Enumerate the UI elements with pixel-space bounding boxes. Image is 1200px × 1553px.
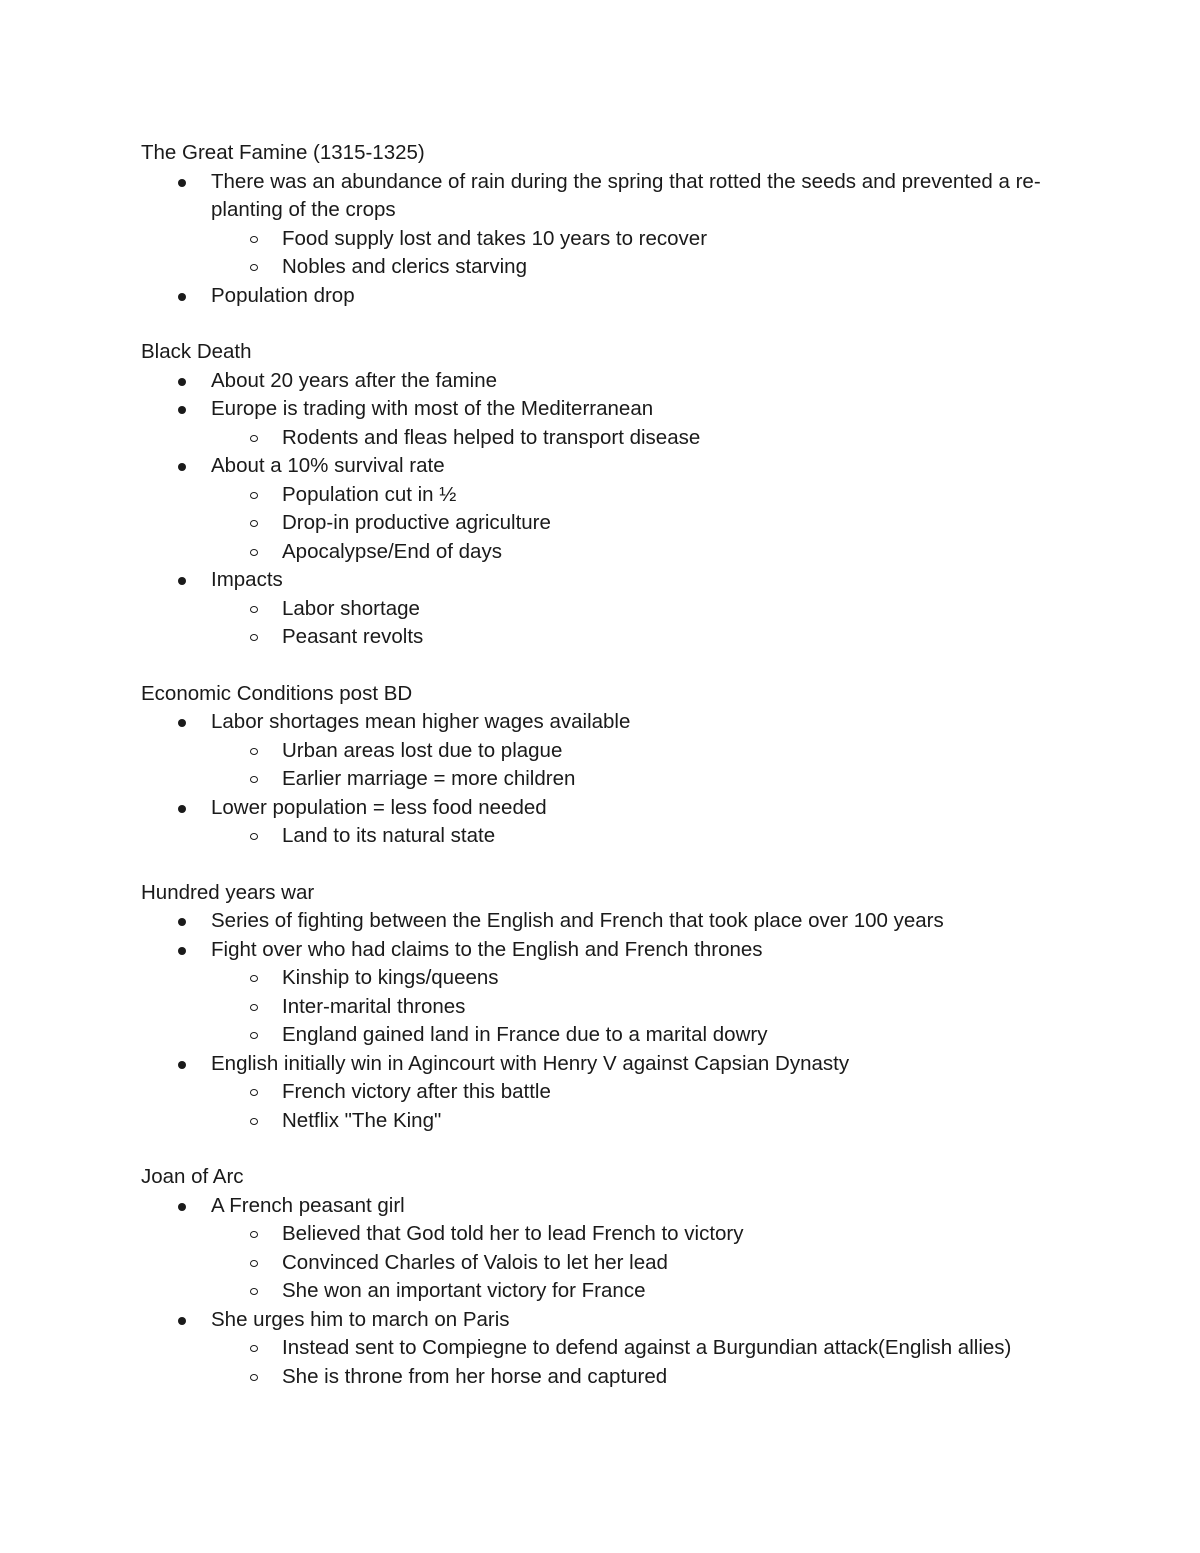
sub-list-item: [282, 509, 1071, 538]
list-item: [211, 282, 1071, 311]
hollow-bullet-icon: [250, 520, 258, 527]
list-item-text: English initially win in Agincourt with Henry V against Capsian Dynasty: [211, 1051, 850, 1075]
list-item-text: Labor shortages mean higher wages available: [211, 710, 631, 733]
sub-list-item: [282, 1107, 1071, 1136]
hollow-bullet-icon: [250, 1345, 258, 1352]
sub-bullet-list: [211, 481, 1071, 567]
sub-list-item: [282, 993, 1071, 1022]
list-item: [211, 1306, 1071, 1392]
hollow-bullet-icon: [250, 634, 258, 641]
filled-bullet-icon: [178, 719, 186, 727]
sub-list-item: [282, 424, 1071, 453]
hollow-bullet-icon: [250, 975, 258, 982]
section: [141, 879, 1071, 1136]
filled-bullet-icon: [178, 179, 186, 187]
list-item: [211, 566, 1071, 652]
sub-list-item: [282, 1363, 1071, 1392]
filled-bullet-icon: [178, 577, 186, 585]
sub-bullet-list: [211, 595, 1071, 652]
hollow-bullet-icon: [250, 1288, 258, 1295]
sub-list-item-text: She won an important victory for France: [282, 1279, 646, 1302]
sub-list-item-text: Convinced Charles of Valois to let her lead: [282, 1250, 668, 1274]
list-item: [211, 367, 1071, 396]
sub-list-item-text: Land to its natural state: [282, 824, 496, 847]
sub-list-item-text: Drop-in productive agriculture: [282, 511, 551, 534]
hollow-bullet-icon: [250, 492, 258, 499]
hollow-bullet-icon: [250, 549, 258, 556]
sub-list-item-text: England gained land in France due to a marital dowry: [282, 1023, 768, 1046]
sub-list-item-text: Nobles and clerics starving: [282, 255, 527, 278]
sub-list-item-text: Food supply lost and takes 10 years to recover: [282, 226, 708, 250]
hollow-bullet-icon: [250, 1089, 258, 1096]
sub-list-item: [282, 1334, 1071, 1363]
section-title: The Great Famine (1315-1325): [141, 141, 425, 164]
sub-list-item-text: French victory after this battle: [282, 1080, 551, 1103]
sub-list-item: [282, 1220, 1071, 1249]
hollow-bullet-icon: [250, 236, 258, 243]
hollow-bullet-icon: [250, 435, 258, 442]
section: [141, 338, 1071, 652]
bullet-list: [141, 708, 1071, 851]
section-title: Black Death: [141, 340, 252, 363]
list-item-text: Series of fighting between the English and French that took place over 100 years: [211, 909, 944, 932]
list-item-text: Impacts: [211, 568, 283, 591]
bullet-list: [141, 907, 1071, 1135]
list-item: [211, 1050, 1071, 1136]
sub-bullet-list: [211, 822, 1071, 851]
sub-bullet-list: [211, 737, 1071, 794]
sub-list-item-text: Peasant revolts: [282, 625, 424, 648]
list-item: [211, 168, 1071, 282]
filled-bullet-icon: [178, 463, 186, 471]
sub-list-item-text: Netflix "The King": [282, 1108, 442, 1132]
list-item-text: Europe is trading with most of the Mediterranean: [211, 397, 654, 420]
hollow-bullet-icon: [250, 1231, 258, 1238]
filled-bullet-icon: [178, 1317, 186, 1325]
list-item-text: Population drop: [211, 283, 355, 307]
list-item: [211, 395, 1071, 452]
list-item-text: A French peasant girl: [211, 1193, 405, 1217]
hollow-bullet-icon: [250, 776, 258, 783]
filled-bullet-icon: [178, 1203, 186, 1211]
sub-list-item: [282, 765, 1071, 794]
hollow-bullet-icon: [250, 1032, 258, 1039]
sub-list-item: [282, 822, 1071, 851]
sub-list-item: [282, 737, 1071, 766]
section-title: Joan of Arc: [141, 1165, 244, 1188]
section: [141, 1163, 1071, 1391]
sub-bullet-list: [211, 225, 1071, 282]
sub-list-item: [282, 1277, 1071, 1306]
section-title: Economic Conditions post BD: [141, 681, 413, 705]
filled-bullet-icon: [178, 805, 186, 813]
filled-bullet-icon: [178, 406, 186, 414]
sub-list-item-text: Labor shortage: [282, 596, 420, 620]
list-item: [211, 794, 1071, 851]
sub-list-item: [282, 481, 1071, 510]
sub-list-item: [282, 595, 1071, 624]
list-item: [211, 452, 1071, 566]
list-item: [211, 708, 1071, 794]
list-item-text: Lower population = less food needed: [211, 795, 547, 819]
filled-bullet-icon: [178, 378, 186, 386]
sub-list-item-text: She is throne from her horse and captured: [282, 1364, 668, 1388]
hollow-bullet-icon: [250, 1374, 258, 1381]
sub-list-item-text: Earlier marriage = more children: [282, 767, 576, 790]
list-item-text: About 20 years after the famine: [211, 368, 498, 392]
sub-list-item: [282, 1078, 1071, 1107]
bullet-list: [141, 168, 1071, 311]
sub-list-item: [282, 1249, 1071, 1278]
bullet-list: [141, 367, 1071, 652]
sub-bullet-list: [211, 1334, 1071, 1391]
filled-bullet-icon: [178, 918, 186, 926]
sub-list-item-text: Inter-marital thrones: [282, 994, 466, 1018]
sub-list-item-text: Rodents and fleas helped to transport disease: [282, 425, 701, 449]
sub-list-item: [282, 538, 1071, 567]
list-item-text: There was an abundance of rain during the spring that rotted the seeds and prevented a re-planting of the crops: [211, 169, 1041, 221]
sub-list-item-text: Urban areas lost due to plague: [282, 738, 563, 762]
sub-bullet-list: [211, 964, 1071, 1050]
sub-bullet-list: [211, 1078, 1071, 1135]
sub-list-item-text: Population cut in ½: [282, 482, 457, 506]
list-item: [211, 1192, 1071, 1306]
sub-list-item-text: Believed that God told her to lead French to victory: [282, 1222, 744, 1245]
document-body: [141, 139, 1071, 1419]
hollow-bullet-icon: [250, 264, 258, 271]
list-item: [211, 907, 1071, 936]
section: [141, 139, 1071, 310]
list-item-text: She urges him to march on Paris: [211, 1307, 510, 1331]
list-item: [211, 936, 1071, 1050]
sub-bullet-list: [211, 1220, 1071, 1306]
sub-list-item: [282, 1021, 1071, 1050]
sub-list-item-text: Instead sent to Compiegne to defend against a Burgundian attack(English allies): [282, 1336, 1012, 1359]
hollow-bullet-icon: [250, 1260, 258, 1267]
hollow-bullet-icon: [250, 1118, 258, 1125]
sub-list-item-text: Apocalypse/End of days: [282, 539, 502, 563]
list-item-text: Fight over who had claims to the English and French thrones: [211, 937, 763, 961]
bullet-list: [141, 1192, 1071, 1392]
hollow-bullet-icon: [250, 606, 258, 613]
sub-list-item-text: Kinship to kings/queens: [282, 966, 499, 989]
section: [141, 680, 1071, 851]
filled-bullet-icon: [178, 293, 186, 301]
sub-list-item: [282, 225, 1071, 254]
sub-list-item: [282, 253, 1071, 282]
hollow-bullet-icon: [250, 1004, 258, 1011]
list-item-text: About a 10% survival rate: [211, 454, 445, 477]
filled-bullet-icon: [178, 1061, 186, 1069]
hollow-bullet-icon: [250, 833, 258, 840]
filled-bullet-icon: [178, 947, 186, 955]
sub-list-item: [282, 623, 1071, 652]
section-title: Hundred years war: [141, 880, 315, 904]
sub-list-item: [282, 964, 1071, 993]
hollow-bullet-icon: [250, 748, 258, 755]
sub-bullet-list: [211, 424, 1071, 453]
